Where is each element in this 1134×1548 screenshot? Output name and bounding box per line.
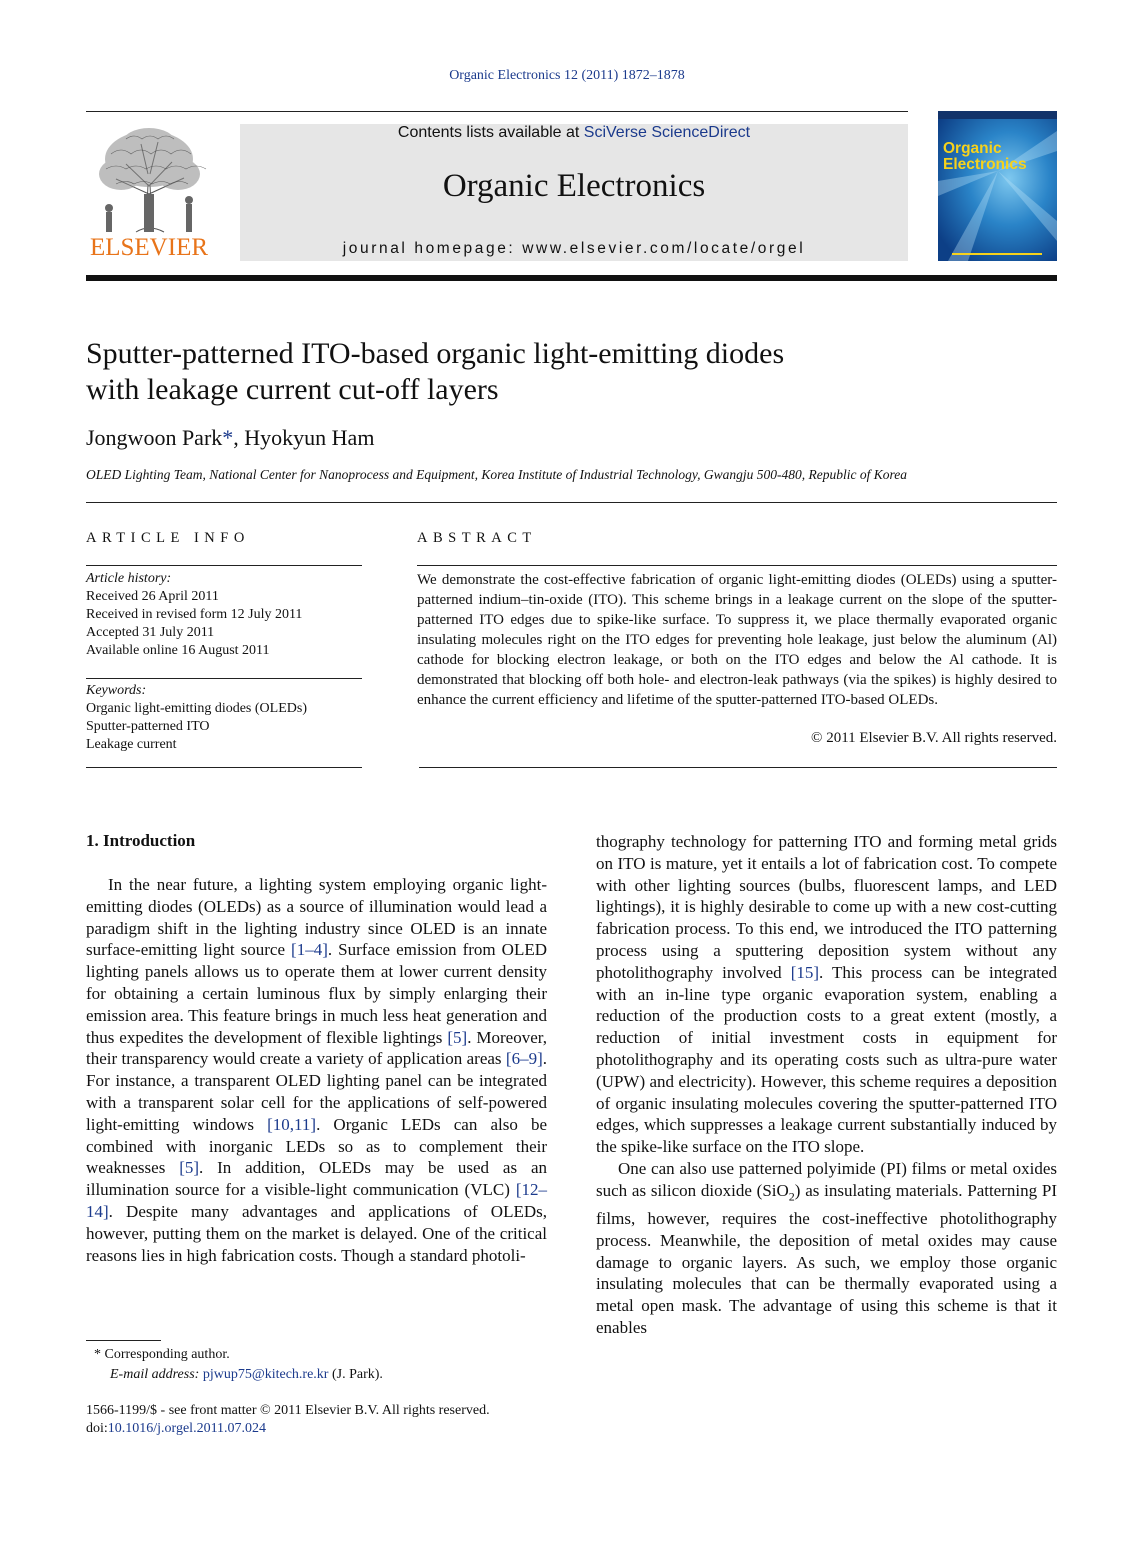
journal-citation[interactable]: Organic Electronics 12 (2011) 1872–1878	[449, 68, 685, 83]
citation-link[interactable]: [5]	[447, 1027, 468, 1047]
body-column-right	[596, 831, 1057, 1339]
front-matter	[86, 1402, 566, 1438]
affiliation-rule	[86, 502, 1057, 503]
history-item: Accepted 31 July 2011	[86, 625, 215, 640]
affiliation: OLED Lighting Team, National Center for Nanoprocess and Equipment, Korea Institute of Industrial Technology, Gwangju 500-480, Republic of Korea	[86, 467, 907, 482]
footnote	[86, 1345, 556, 1385]
cover-light-rays-icon	[938, 111, 1057, 261]
email-line: E-mail address: pjwup75@kitech.re.kr (J. Park).	[110, 1367, 383, 1382]
title-line-1: Sputter-patterned ITO-based organic light-emitting diodes	[86, 337, 785, 370]
author-name: Jongwoon Park	[86, 425, 223, 450]
author-separator: ,	[233, 425, 245, 450]
article-title	[86, 336, 986, 408]
citation-link[interactable]: [1–4]	[291, 940, 328, 960]
keywords-label: Keywords:	[86, 683, 147, 698]
journal-name: Organic Electronics	[442, 168, 706, 204]
keyword-item: Sputter-patterned ITO	[86, 719, 210, 734]
journal-cover-image[interactable]	[938, 111, 1057, 261]
header-rule	[86, 111, 908, 112]
abstract-rule	[417, 565, 1057, 566]
history-item: Received 26 April 2011	[86, 589, 219, 604]
footnote-rule	[86, 1340, 161, 1341]
citation-link[interactable]: [15]	[790, 962, 820, 982]
title-line-2: with leakage current cut-off layers	[86, 373, 499, 406]
email-link[interactable]: pjwup75@kitech.re.kr	[202, 1367, 329, 1382]
contents-prefix: Contents lists available at	[397, 124, 584, 141]
doi-link[interactable]: 10.1016/j.orgel.2011.07.024	[107, 1421, 267, 1436]
history-label: Article history:	[86, 571, 172, 586]
journal-masthead	[240, 124, 908, 261]
email-label: E-mail address:	[110, 1367, 200, 1382]
abstract-rule	[419, 767, 1057, 768]
subscript: 2	[788, 1189, 795, 1204]
info-rule	[86, 565, 362, 566]
author-name: Hyokyun Ham	[244, 425, 375, 450]
section-heading-introduction: 1. Introduction	[86, 831, 196, 850]
corresponding-author-note: * Corresponding author.	[94, 1347, 230, 1362]
article-history	[86, 570, 366, 660]
article-info-heading: ARTICLE INFO	[86, 530, 250, 546]
citation-link[interactable]: [5]	[179, 1158, 200, 1178]
info-rule	[86, 767, 362, 768]
issn-line: 1566-1199/$ - see front matter © 2011 Elsevier B.V. All rights reserved.	[86, 1403, 490, 1418]
doi-line: doi:10.1016/j.orgel.2011.07.024	[86, 1421, 267, 1436]
paragraph: thography technology for patterning ITO and forming metal grids on ITO is mature, yet it entails a lot of fabrication cost. To compete with other lighting sources (bulbs, fluorescent lamps, and LED lightings), it is highly desirable to come up with a new cost-cutting fabrication process. To this end, we introduced the ITO patterning process using a sputtering deposition system without any photolithography involved [15]. This process can be integrated with an in-line type organic evaporation system, enabling a reduction of the production costs to a great extent (mostly, a reduction of initial investment costs in equipment for photolithography and its operating costs such as ultra-pure water (UPW) and electricity). However, this scheme requires a deposition of organic insulating molecules covering the sputter-patterned ITO edges, which suppresses a leakage current substantially induced by the spike-like surface on the ITO slope.	[596, 832, 1057, 1157]
sciencedirect-link[interactable]: SciVerse ScienceDirect	[583, 124, 751, 141]
keywords	[86, 682, 366, 754]
author-list	[86, 425, 374, 451]
history-item: Available online 16 August 2011	[86, 643, 270, 658]
body-column-left	[86, 874, 547, 1266]
citation-link[interactable]: [6–9]	[505, 1049, 543, 1069]
elsevier-wordmark: ELSEVIER	[89, 234, 209, 261]
header-thick-rule	[86, 275, 1057, 281]
journal-homepage[interactable]: journal homepage: www.elsevier.com/locate/orgel	[342, 240, 806, 257]
cover-title: Organic Electronics	[943, 140, 1027, 173]
keyword-item: Organic light-emitting diodes (OLEDs)	[86, 701, 307, 716]
footnote-mark: *	[94, 1347, 101, 1362]
paragraph: In the near future, a lighting system employing organic light-emitting diodes (OLEDs) as a source of illumination would lead a paradigm shift in the lighting industry since OLED is an innate surface-emitting light source [1–4]. Surface emission from OLED lighting panels allows us to operate them at lower current density for obtaining a certain luminous flux by simply enlarging their emission area. This feature brings in much less heat generation and thus expedites the development of flexible lightings [5]. Moreover, their transparency would create a variety of application areas [6–9]. For instance, a transparent OLED lighting panel can be integrated with a transparent solar cell for the applications of self-powered light-emitting windows [10,11]. Organic LEDs can also be combined with inorganic LEDs so as to complement their weaknesses [5]. In addition, OLEDs may be used as an illumination source for a visible-light communication (VLC) [12–14]. Despite many advantages and applications of OLEDs, however, putting them on the market is delayed. One of the critical reasons lies in high fabrication costs. Though a standard photoli-	[86, 875, 548, 1265]
citation-link[interactable]: [10,11]	[267, 1114, 317, 1134]
info-rule	[86, 678, 362, 679]
history-item: Received in revised form 12 July 2011	[86, 607, 303, 622]
contents-line	[240, 124, 908, 142]
keyword-item: Leakage current	[86, 737, 177, 752]
corresponding-author-mark[interactable]: *	[222, 425, 234, 450]
elsevier-logo[interactable]	[86, 124, 212, 262]
elsevier-tree-icon	[86, 124, 212, 236]
paragraph: One can also use patterned polyimide (PI) films or metal oxides such as silicon dioxide (SiO$_2$) as insulating materials. Patterning PI films, however, requires the cost-ineffective photolithography process. Meanwhile, the deposition of metal oxides may cause damage to organic layers. As such, we employ those organic insulating molecules that can be thermally evaporated using a metal open mask. The advantage of using this scheme is that it enables	[596, 1158, 1057, 1337]
abstract-copyright: © 2011 Elsevier B.V. All rights reserved.	[811, 730, 1057, 746]
abstract-text: We demonstrate the cost-effective fabrication of organic light-emitting diodes (OLEDs) using a sputter-patterned indium–tin-oxide (ITO). This scheme brings in a leakage current on the slope of the sputter-patterned ITO edges due to spike-like surface. To suppress it, we place thermally evaporated organic insulating molecules right on the ITO edges for preventing hole leakage, just below the aluminum (Al) cathode for blocking electron leakage, or both on the ITO edges and below the Al cathode. It is demonstrated that blocking off both hole- and electron-leak pathways (via the spikes) is highly desired to enhance the current efficiency and lifetime of the sputter-patterned ITO-based OLEDs.	[417, 572, 1057, 708]
abstract-heading: ABSTRACT	[417, 530, 537, 546]
citation-link[interactable]: [12–14]	[86, 1180, 547, 1221]
cover-bar	[952, 253, 1042, 255]
